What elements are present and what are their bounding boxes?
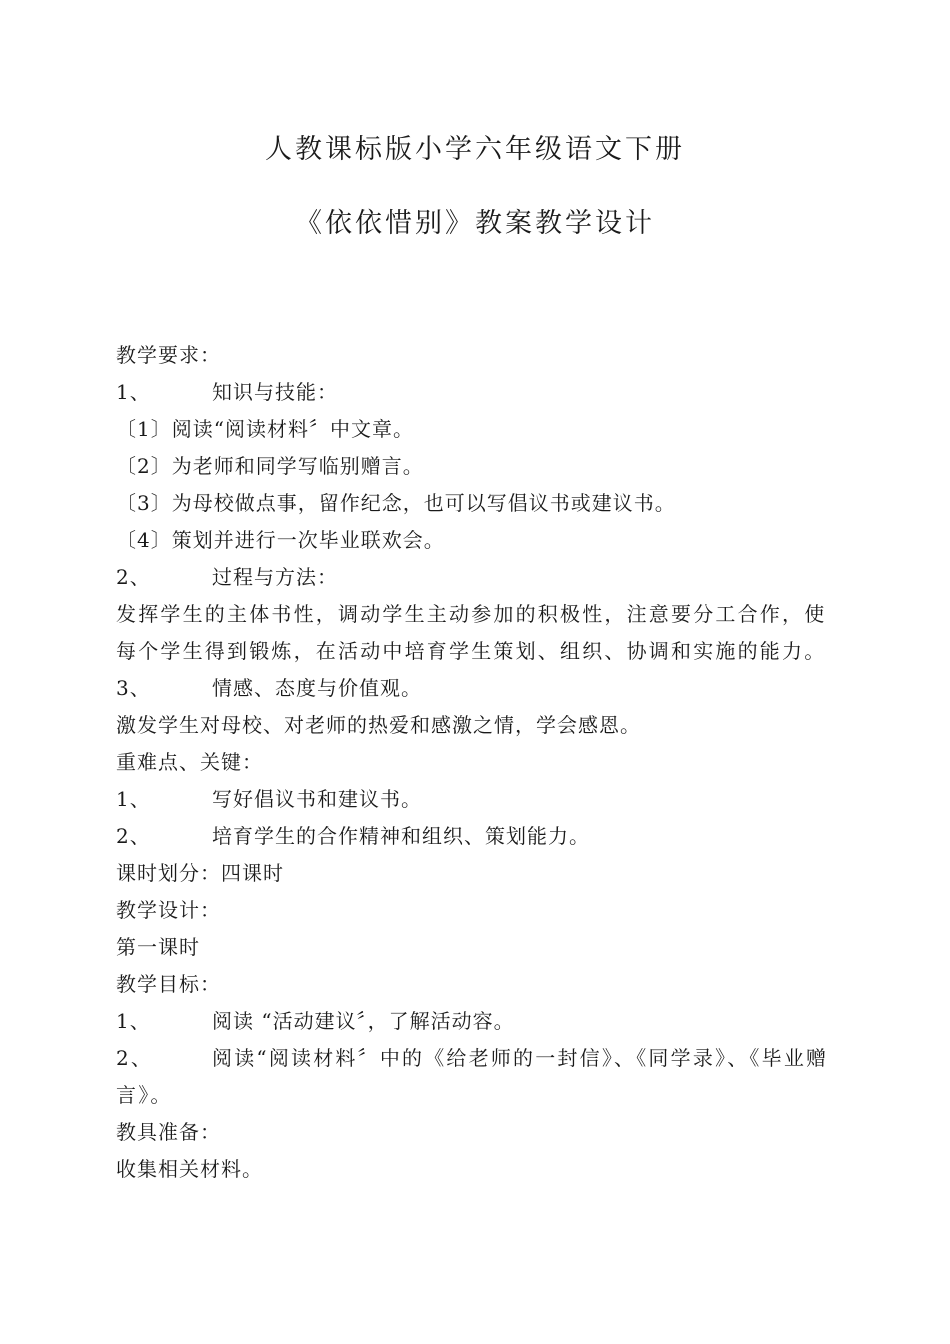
list-item bbox=[116, 818, 841, 855]
paragraph: 收集相关材料。 bbox=[116, 1157, 263, 1181]
paragraph: 发挥学生的主体书性，调动学生主动参加的积极性，注意要分工合作，使每个学生得到锻炼，在活动中培育学生策划、组织、协调和实施的能力。 bbox=[116, 602, 827, 663]
list-item bbox=[116, 1003, 841, 1040]
item-number: 2、 bbox=[116, 565, 151, 589]
document-title: 人教课标版小学六年级语文下册 bbox=[265, 134, 685, 165]
list-item bbox=[116, 374, 841, 411]
paragraph: 〔3〕为母校做点事，留作纪念，也可以写倡议书或建议书。 bbox=[116, 491, 676, 515]
item-text: 培育学生的合作精神和组织、策划能力。 bbox=[212, 824, 590, 848]
section-heading-teaching-design: 教学设计： bbox=[116, 898, 221, 922]
list-item bbox=[116, 670, 841, 707]
item-number: 1、 bbox=[116, 1009, 151, 1033]
document-subtitle: 《依依惜别》教案教学设计 bbox=[295, 208, 655, 239]
item-text: 情感、态度与价值观。 bbox=[212, 676, 422, 700]
section-heading-teaching-requirements: 教学要求： bbox=[116, 343, 221, 367]
item-number: 1、 bbox=[116, 787, 151, 811]
paragraph: 〔1〕阅读“阅读材料〞中文章。 bbox=[116, 417, 414, 441]
class-hours: 课时划分：四课时 bbox=[116, 861, 284, 885]
section-heading-teaching-aids: 教具准备： bbox=[116, 1120, 221, 1144]
item-number: 2、 bbox=[116, 824, 151, 848]
item-number: 1、 bbox=[116, 380, 151, 404]
section-heading-teaching-goals: 教学目标： bbox=[116, 972, 221, 996]
item-number: 2、 bbox=[116, 1046, 154, 1070]
item-text: 过程与方法： bbox=[212, 565, 338, 589]
item-number: 3、 bbox=[116, 676, 151, 700]
list-item bbox=[116, 781, 841, 818]
section-heading-key-points: 重难点、关键： bbox=[116, 750, 263, 774]
lesson-heading: 第一课时 bbox=[116, 935, 200, 959]
paragraph: 〔2〕为老师和同学写临别赠言。 bbox=[116, 454, 424, 478]
item-text: 写好倡议书和建议书。 bbox=[212, 787, 422, 811]
item-text: 阅读“阅读材料〞中的《给老师的一封信》、《同学录》、《毕业赠言》。 bbox=[116, 1046, 829, 1107]
paragraph: 〔4〕策划并进行一次毕业联欢会。 bbox=[116, 528, 445, 552]
item-text: 知识与技能： bbox=[212, 380, 338, 404]
document-body bbox=[116, 337, 841, 1188]
item-text: 阅读 “活动建议〞，了解活动容。 bbox=[212, 1009, 515, 1033]
list-item bbox=[116, 559, 841, 596]
paragraph: 激发学生对母校、对老师的热爱和感激之情，学会感恩。 bbox=[116, 713, 641, 737]
list-item bbox=[116, 1040, 841, 1114]
